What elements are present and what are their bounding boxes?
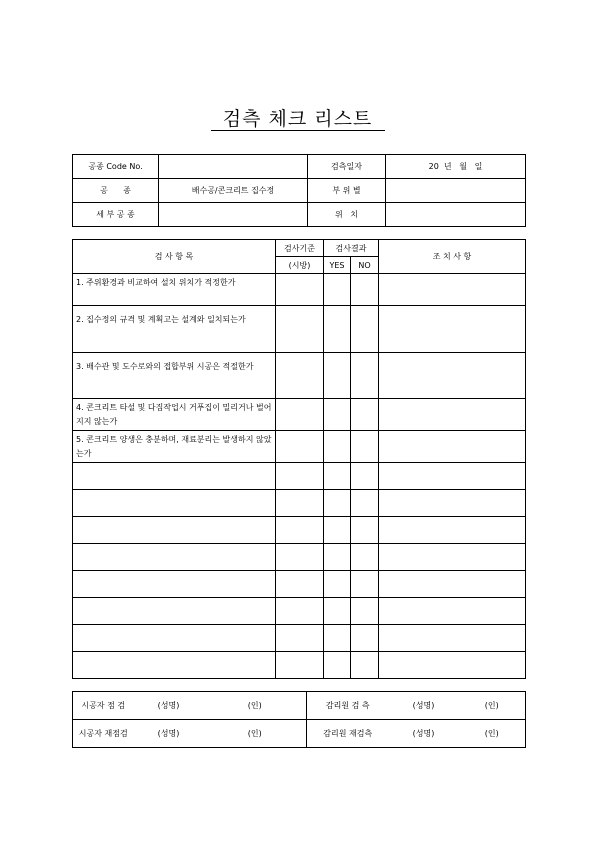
contractor-recheck-label: 시공자 재점검 xyxy=(73,720,134,748)
checklist-no-cell[interactable] xyxy=(351,571,379,598)
page-title: 검측 체크 리스트 xyxy=(222,108,373,130)
checklist-action-cell[interactable] xyxy=(379,431,526,463)
contractor-check-label: 시공자 점 검 xyxy=(73,692,134,720)
checklist-no-cell[interactable] xyxy=(351,306,379,353)
checklist-item-text[interactable] xyxy=(73,571,276,598)
location-label: 위 치 xyxy=(308,203,386,227)
checklist-action-cell[interactable] xyxy=(379,571,526,598)
checklist-yes-cell[interactable] xyxy=(324,399,351,431)
checklist-yes-cell[interactable] xyxy=(324,571,351,598)
checklist-no-cell[interactable] xyxy=(351,652,379,679)
checklist-no-cell[interactable] xyxy=(351,625,379,652)
checklist-item-text[interactable] xyxy=(73,517,276,544)
work-label: 공 종 xyxy=(73,179,159,203)
info-table xyxy=(72,154,526,227)
checklist-no-cell[interactable] xyxy=(351,274,379,306)
checklist-item-text[interactable] xyxy=(73,463,276,490)
checklist-standard-cell[interactable] xyxy=(276,490,324,517)
checklist-yes-cell[interactable] xyxy=(324,306,351,353)
checklist-action-cell[interactable] xyxy=(379,544,526,571)
checklist-standard-cell[interactable] xyxy=(276,274,324,306)
signature-table xyxy=(72,691,526,748)
checklist-standard-cell[interactable] xyxy=(276,306,324,353)
part-field[interactable] xyxy=(386,179,526,203)
checklist-item-text[interactable] xyxy=(73,652,276,679)
checklist-item-text[interactable] xyxy=(73,490,276,517)
checklist-no-cell[interactable] xyxy=(351,463,379,490)
code-label: 공종 Code No. xyxy=(73,155,159,179)
checklist-item-text[interactable] xyxy=(73,625,276,652)
supervisor-reinspect-name[interactable]: (성명) xyxy=(389,720,459,748)
checklist-action-cell[interactable] xyxy=(379,625,526,652)
checklist-item-text: 4. 콘크리트 타설 및 다짐작업시 거푸집이 밀리거나 벌어지지 않는가 xyxy=(73,399,276,431)
checklist-no-cell[interactable] xyxy=(351,517,379,544)
supervisor-reinspect-seal[interactable]: (인) xyxy=(459,720,526,748)
checklist-standard-cell[interactable] xyxy=(276,598,324,625)
checklist-item-text: 2. 집수정의 규격 및 계획고는 설계와 일치되는가 xyxy=(73,306,276,353)
header-standard: 검사기준 xyxy=(276,240,324,257)
checklist-no-cell[interactable] xyxy=(351,399,379,431)
date-label: 검측일자 xyxy=(308,155,386,179)
checklist-no-cell[interactable] xyxy=(351,598,379,625)
checklist-action-cell[interactable] xyxy=(379,598,526,625)
checklist-action-cell[interactable] xyxy=(379,490,526,517)
checklist-action-cell[interactable] xyxy=(379,399,526,431)
checklist-standard-cell[interactable] xyxy=(276,571,324,598)
location-field[interactable] xyxy=(386,203,526,227)
checklist-item-text: 3. 배수관 및 도수로와의 접합부위 시공은 적절한가 xyxy=(73,353,276,399)
checklist-standard-cell[interactable] xyxy=(276,353,324,399)
supervisor-inspect-label: 감리원 검 측 xyxy=(307,692,389,720)
checklist-standard-cell[interactable] xyxy=(276,431,324,463)
checklist-standard-cell[interactable] xyxy=(276,399,324,431)
checklist-item-text[interactable] xyxy=(73,544,276,571)
date-field[interactable]: 20 년 월 일 xyxy=(386,155,526,179)
checklist-yes-cell[interactable] xyxy=(324,274,351,306)
checklist-yes-cell[interactable] xyxy=(324,353,351,399)
checklist-table xyxy=(72,239,526,679)
checklist-item-text[interactable] xyxy=(73,598,276,625)
checklist-standard-cell[interactable] xyxy=(276,517,324,544)
header-result: 검사결과 xyxy=(324,240,379,257)
checklist-no-cell[interactable] xyxy=(351,353,379,399)
supervisor-inspect-name[interactable]: (성명) xyxy=(389,692,459,720)
header-action: 조 치 사 항 xyxy=(379,240,526,274)
checklist-yes-cell[interactable] xyxy=(324,625,351,652)
checklist-yes-cell[interactable] xyxy=(324,490,351,517)
checklist-standard-cell[interactable] xyxy=(276,652,324,679)
checklist-yes-cell[interactable] xyxy=(324,652,351,679)
checklist-standard-cell[interactable] xyxy=(276,463,324,490)
checklist-yes-cell[interactable] xyxy=(324,431,351,463)
checklist-action-cell[interactable] xyxy=(379,274,526,306)
header-yes: YES xyxy=(324,257,351,274)
checklist-yes-cell[interactable] xyxy=(324,598,351,625)
checklist-yes-cell[interactable] xyxy=(324,544,351,571)
header-item: 검 사 항 목 xyxy=(73,240,276,274)
header-standard-sub: (시방) xyxy=(276,257,324,274)
header-no: NO xyxy=(351,257,379,274)
checklist-standard-cell[interactable] xyxy=(276,544,324,571)
checklist-action-cell[interactable] xyxy=(379,517,526,544)
part-label: 부 위 별 xyxy=(308,179,386,203)
checklist-action-cell[interactable] xyxy=(379,652,526,679)
checklist-no-cell[interactable] xyxy=(351,544,379,571)
code-field[interactable] xyxy=(159,155,308,179)
checklist-action-cell[interactable] xyxy=(379,353,526,399)
checklist-yes-cell[interactable] xyxy=(324,517,351,544)
checklist-standard-cell[interactable] xyxy=(276,625,324,652)
supervisor-reinspect-label: 감리원 재검측 xyxy=(307,720,389,748)
checklist-item-text: 5. 콘크리트 양생은 충분하며, 재료분리는 발생하지 않았는가 xyxy=(73,431,276,463)
title-underline xyxy=(211,130,385,131)
checklist-yes-cell[interactable] xyxy=(324,463,351,490)
checklist-item-text: 1. 주위환경과 비교하여 설치 위치가 적정한가 xyxy=(73,274,276,306)
checklist-action-cell[interactable] xyxy=(379,463,526,490)
checklist-no-cell[interactable] xyxy=(351,490,379,517)
detail-field[interactable] xyxy=(159,203,308,227)
work-field[interactable]: 배수공/콘크리트 집수정 xyxy=(159,179,308,203)
checklist-no-cell[interactable] xyxy=(351,431,379,463)
checklist-action-cell[interactable] xyxy=(379,306,526,353)
supervisor-inspect-seal[interactable]: (인) xyxy=(459,692,526,720)
contractor-check-seal[interactable]: (인) xyxy=(204,692,307,720)
detail-label: 세 부 공 종 xyxy=(73,203,159,227)
contractor-recheck-seal[interactable]: (인) xyxy=(204,720,307,748)
contractor-recheck-name[interactable]: (성명) xyxy=(134,720,204,748)
contractor-check-name[interactable]: (성명) xyxy=(134,692,204,720)
